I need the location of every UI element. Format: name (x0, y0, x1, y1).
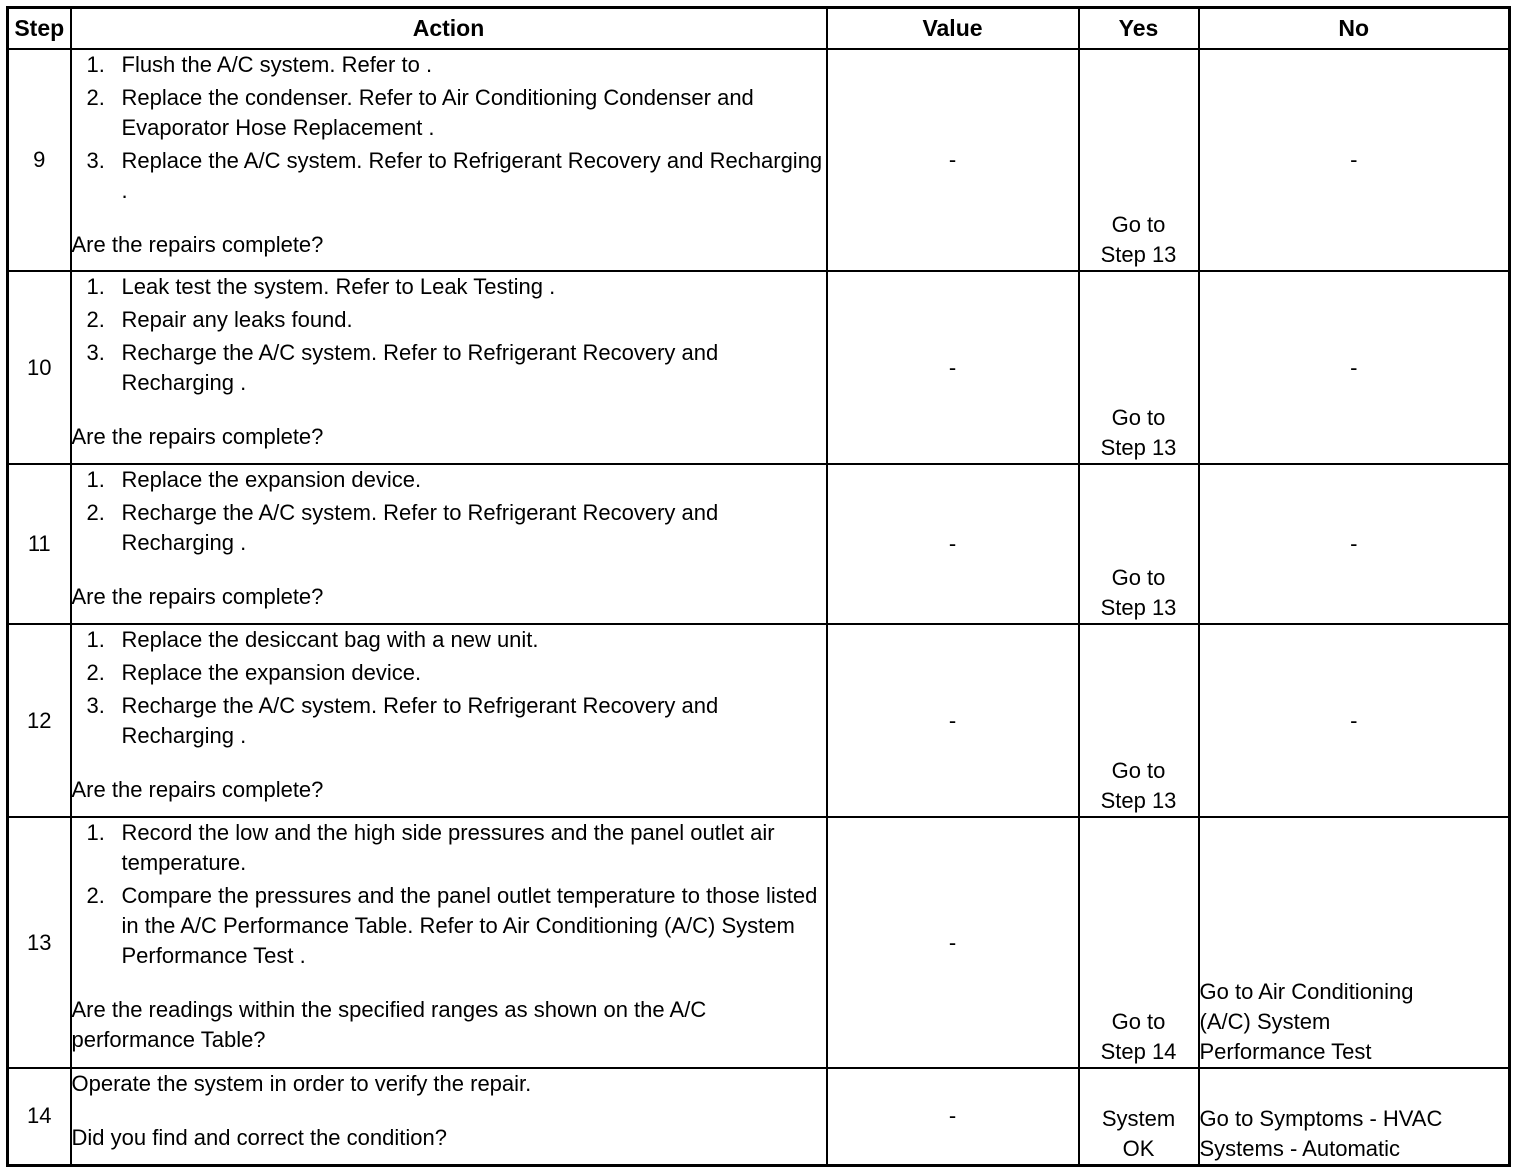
action-item: 2. Compare the pressures and the panel outlet temperature to those listed in the A/C Performance Table. Refer to Air Conditioning (A/C) System Performance Test . (86, 883, 818, 968)
yes-cell: Go to Step 13 (1079, 464, 1199, 624)
action-item: 3. Recharge the A/C system. Refer to Refrigerant Recovery and Recharging . (86, 693, 719, 748)
action-list (72, 625, 826, 751)
step-number: 13 (8, 817, 71, 1068)
no-cell: - (1199, 624, 1510, 817)
no-cell: - (1199, 464, 1510, 624)
action-item: 1. Replace the desiccant bag with a new unit. (86, 627, 539, 652)
yes-cell: Go to Step 13 (1079, 49, 1199, 271)
header-no: No (1199, 8, 1510, 50)
action-item: 2. Replace the expansion device. (86, 660, 422, 685)
action-cell (71, 271, 827, 464)
table-row-step-11 (8, 464, 1510, 624)
step-number: 10 (8, 271, 71, 464)
action-item: 1. Flush the A/C system. Refer to . (86, 52, 433, 77)
table-row-step-10 (8, 271, 1510, 464)
value-cell: - (827, 624, 1079, 817)
action-cell (71, 49, 827, 271)
table-row-step-14 (8, 1068, 1510, 1165)
step-number: 14 (8, 1068, 71, 1165)
header-step: Step (8, 8, 71, 50)
yes-cell: Go to Step 14 (1079, 817, 1199, 1068)
action-item: 1. Leak test the system. Refer to Leak Testing . (86, 274, 556, 299)
no-cell: - (1199, 49, 1510, 271)
diagnostic-table (6, 6, 1511, 1167)
action-item: 1. Record the low and the high side pressures and the panel outlet air temperature. (86, 820, 775, 875)
table-row-step-12 (8, 624, 1510, 817)
action-item: 2. Replace the condenser. Refer to Air Conditioning Condenser and Evaporator Hose Replacement . (86, 85, 754, 140)
action-cell (71, 817, 827, 1068)
action-question: Are the repairs complete? (71, 777, 324, 802)
action-question: Did you find and correct the condition? (71, 1125, 447, 1150)
action-item: 2. Repair any leaks found. (86, 307, 353, 332)
action-instruction: Operate the system in order to verify the repair. (71, 1071, 532, 1096)
step-number: 9 (8, 49, 71, 271)
value-cell: - (827, 464, 1079, 624)
yes-cell: System OK (1079, 1068, 1199, 1165)
value-cell: - (827, 1068, 1079, 1165)
action-question: Are the repairs complete? (71, 424, 324, 449)
action-cell (71, 464, 827, 624)
table-row-step-13 (8, 817, 1510, 1068)
yes-cell: Go to Step 13 (1079, 271, 1199, 464)
action-item: 3. Recharge the A/C system. Refer to Refrigerant Recovery and Recharging . (86, 340, 719, 395)
action-item: 1. Replace the expansion device. (86, 467, 422, 492)
header-action: Action (71, 8, 827, 50)
action-list (72, 272, 826, 398)
action-list (72, 465, 826, 558)
no-cell: Go to Air Conditioning (A/C) System Performance Test (1199, 817, 1510, 1068)
action-list (72, 818, 826, 971)
yes-cell: Go to Step 13 (1079, 624, 1199, 817)
no-cell: Go to Symptoms - HVAC Systems - Automatic (1199, 1068, 1510, 1165)
step-number: 12 (8, 624, 71, 817)
table-row-step-9 (8, 49, 1510, 271)
action-question: Are the repairs complete? (71, 232, 324, 257)
action-list (72, 50, 826, 206)
action-cell (71, 1068, 827, 1165)
value-cell: - (827, 49, 1079, 271)
step-number: 11 (8, 464, 71, 624)
no-cell: - (1199, 271, 1510, 464)
action-question: Are the readings within the specified ranges as shown on the A/C performance Table? (71, 997, 707, 1052)
header-value: Value (827, 8, 1079, 50)
header-row (8, 8, 1510, 50)
action-item: 3. Replace the A/C system. Refer to Refrigerant Recovery and Recharging . (86, 148, 823, 203)
value-cell: - (827, 271, 1079, 464)
action-item: 2. Recharge the A/C system. Refer to Refrigerant Recovery and Recharging . (86, 500, 719, 555)
action-question: Are the repairs complete? (71, 584, 324, 609)
value-cell: - (827, 817, 1079, 1068)
action-cell (71, 624, 827, 817)
header-yes: Yes (1079, 8, 1199, 50)
